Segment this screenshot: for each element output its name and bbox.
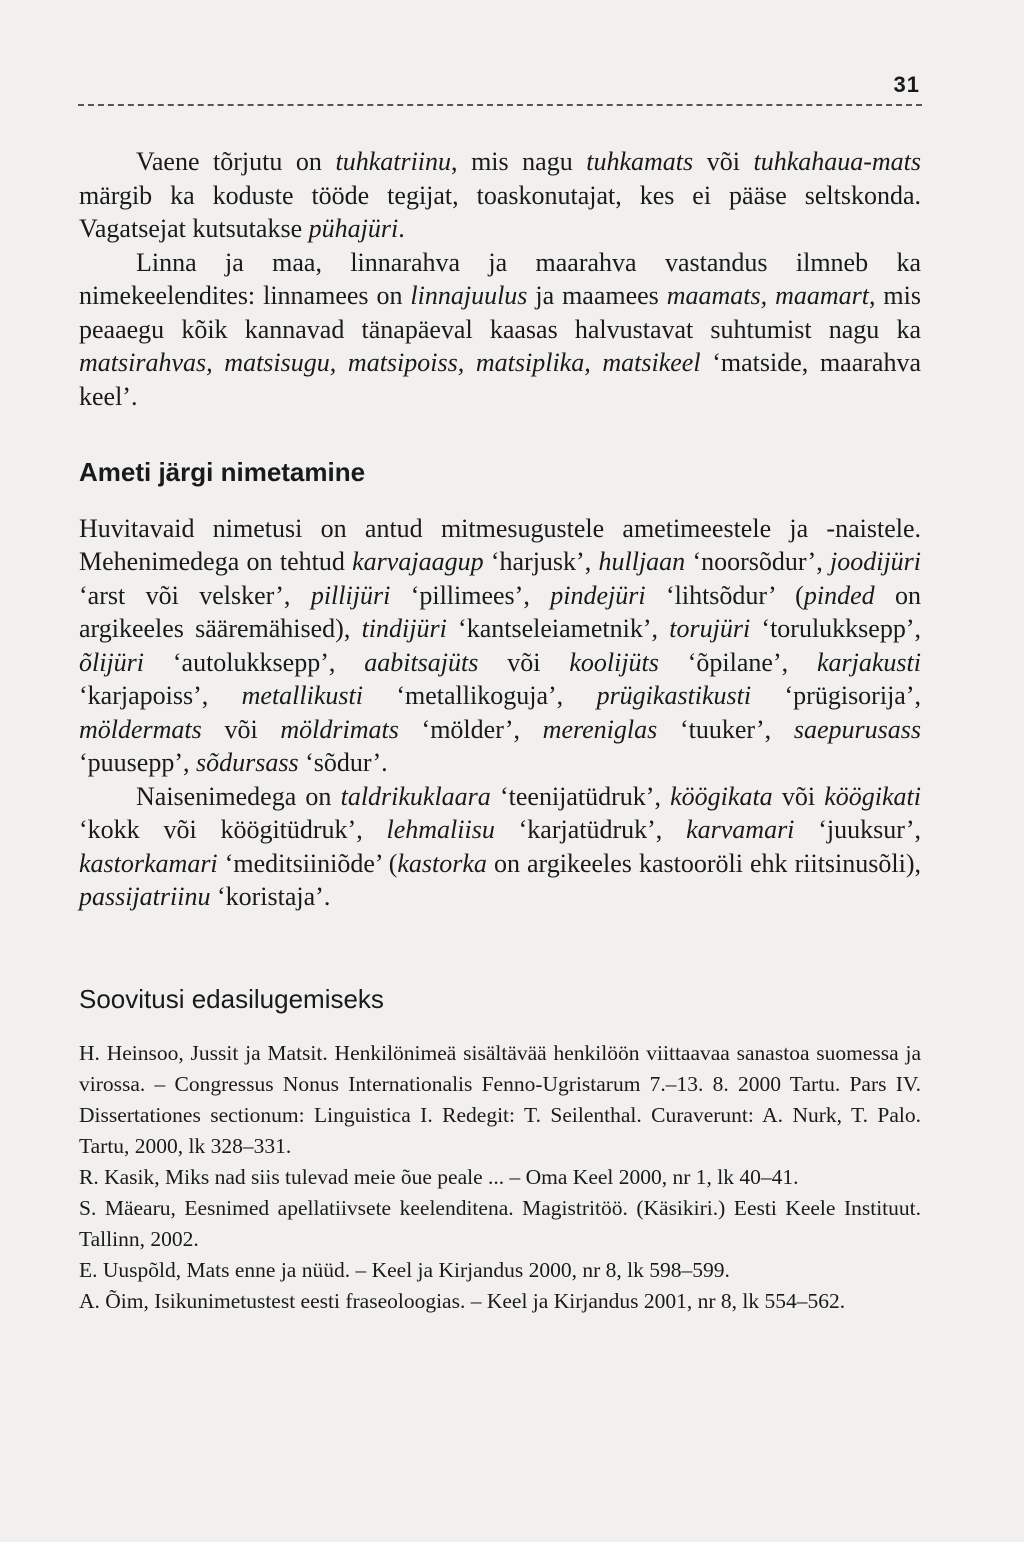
reference-item: E. Uuspõld, Mats enne ja nüüd. – Keel ja Kirjandus 2000, nr 8, lk 598–599. (79, 1258, 730, 1282)
italic-term: koolijüts (569, 647, 659, 677)
italic-term: matsirahvas, matsisugu, matsipoiss, matsiplika, matsikeel (79, 348, 701, 377)
reference-item: R. Kasik, Miks nad siis tulevad meie õue peale ... – Oma Keel 2000, nr 1, lk 40–41. (79, 1165, 799, 1189)
paragraph: Linna ja maa, linnarahva ja maarahva vastandus ilmneb ka nimekeelendites: linnamees on linnajuulus ja maamees maamats, maamart, mis peaaegu kõik kannavad tänapäeval kaasas halvustavat suhtumist nagu ka matsirahvas, matsisugu, matsipoiss, matsiplika, matsikeel ‘matside, maarahva keel’. (79, 247, 921, 411)
italic-term: aabitsajüts (364, 647, 479, 677)
reference-item: S. Mäearu, Eesnimed apellatiivsete keelenditena. Magistritöö. (Käsikiri.) Eesti Keele Instituut. Tallinn, 2002. (79, 1196, 921, 1251)
italic-term: sõdursass (195, 748, 299, 777)
paragraph: Naisenimedega on taldrikuklaara ‘teenijatüdruk’, köögikata või köögikati ‘kokk või köögitüdruk’, lehmaliisu ‘karjatüdruk’, karvamari ‘juuksur’, kastorkamari ‘meditsiiniõde’ (kastorka on argikeeles kastooröli ehk riitsinusõli), passijatriinu ‘koristaja’. (79, 781, 921, 911)
italic-term: pühajüri (308, 214, 399, 243)
italic-term: mereniglas (542, 714, 658, 744)
italic-term: karjakusti (817, 647, 921, 677)
italic-term: tindijüri (361, 614, 447, 643)
reference-item: A. Õim, Isikunimetustest eesti fraseoloogias. – Keel ja Kirjandus 2001, nr 8, lk 554–562. (79, 1289, 846, 1313)
italic-term: möldermats (79, 714, 202, 744)
section-heading-further-reading: Soovitusi edasilugemiseks (79, 983, 384, 1014)
page-number: 31 (893, 72, 920, 97)
italic-term: linnajuulus (410, 281, 528, 310)
italic-term: maamats, maamart (666, 281, 869, 310)
italic-term: metallikusti (241, 681, 363, 710)
reference-list (79, 1038, 921, 1317)
italic-term: pillijüri (310, 580, 391, 610)
italic-term: tuhkahaua-mats (753, 147, 922, 176)
section-paragraphs (79, 512, 921, 914)
section-heading-occupation: Ameti järgi nimetamine (79, 457, 366, 487)
italic-term: saepurusass (793, 714, 921, 744)
italic-term: passijatriinu (79, 882, 211, 911)
paragraph: Vaene tõrjutu on tuhkatriinu, mis nagu tuhkamats või tuhkahaua-mats märgib ka koduste tööde tegijat, toaskonutajat, kes ei pääse seltskonda. Vagatsejat kutsutakse pühajüri. (79, 147, 922, 243)
italic-term: köögikata (670, 781, 773, 811)
italic-term: hulljaan (598, 547, 686, 576)
italic-term: karvajaagup (352, 547, 484, 576)
italic-term: joodijüri (830, 547, 922, 576)
intro-paragraphs (79, 145, 921, 413)
paragraph: Huvitavaid nimetusi on antud mitmesugustele ametimeestele ja -naistele. Mehenimedega on tehtud karvajaagup ‘harjusk’, hulljaan ‘noorsõdur’, joodijüri ‘arst või velsker’, pillijüri ‘pillimees’, pindejüri ‘lihtsõdur’ (pinded on argikeeles sääremähised), tindijüri ‘kantseleiametnik’, torujüri ‘torulukksepp’, õlijüri ‘autolukksepp’, aabitsajüts või koolijüts ‘õpilane’, karjakusti ‘karjapoiss’, metallikusti ‘metallikoguja’, prügikastikusti ‘prügisorija’, möldermats või möldrimats ‘mölder’, mereniglas ‘tuuker’, saepurusass ‘puusepp’, sõdursass ‘sõdur’. (79, 513, 922, 777)
italic-term: pinded (803, 580, 875, 610)
italic-term: prügikastikusti (596, 681, 752, 710)
italic-term: kastorka (397, 848, 487, 878)
italic-term: karvamari (686, 815, 795, 844)
italic-term: möldrimats (280, 714, 399, 744)
italic-term: torujüri (669, 614, 751, 643)
italic-term: pindejüri (550, 580, 646, 610)
italic-term: lehmaliisu (386, 815, 495, 844)
page-body (79, 145, 921, 1317)
italic-term: tuhkamats (586, 147, 694, 176)
italic-term: köögikati (824, 781, 921, 811)
italic-term: õlijüri (79, 647, 145, 677)
reference-item: H. Heinsoo, Jussit ja Matsit. Henkilönimeä sisältävää henkilöön viittaavaa sanastoa suomessa ja virossa. – Congressus Nonus Internationalis Fenno-Ugristarum 7.–13. 8. 2000 Tartu. Pars IV. Dissertationes sectionum: Linguistica I. Redegit: T. Seilenthal. Curaverunt: A. Nurk, T. Palo. Tartu, 2000, lk 328–331. (79, 1041, 921, 1158)
italic-term: taldrikuklaara (340, 781, 491, 811)
italic-term: tuhkatriinu (335, 147, 452, 176)
header-rule (78, 104, 922, 106)
italic-term: kastorkamari (79, 848, 218, 878)
